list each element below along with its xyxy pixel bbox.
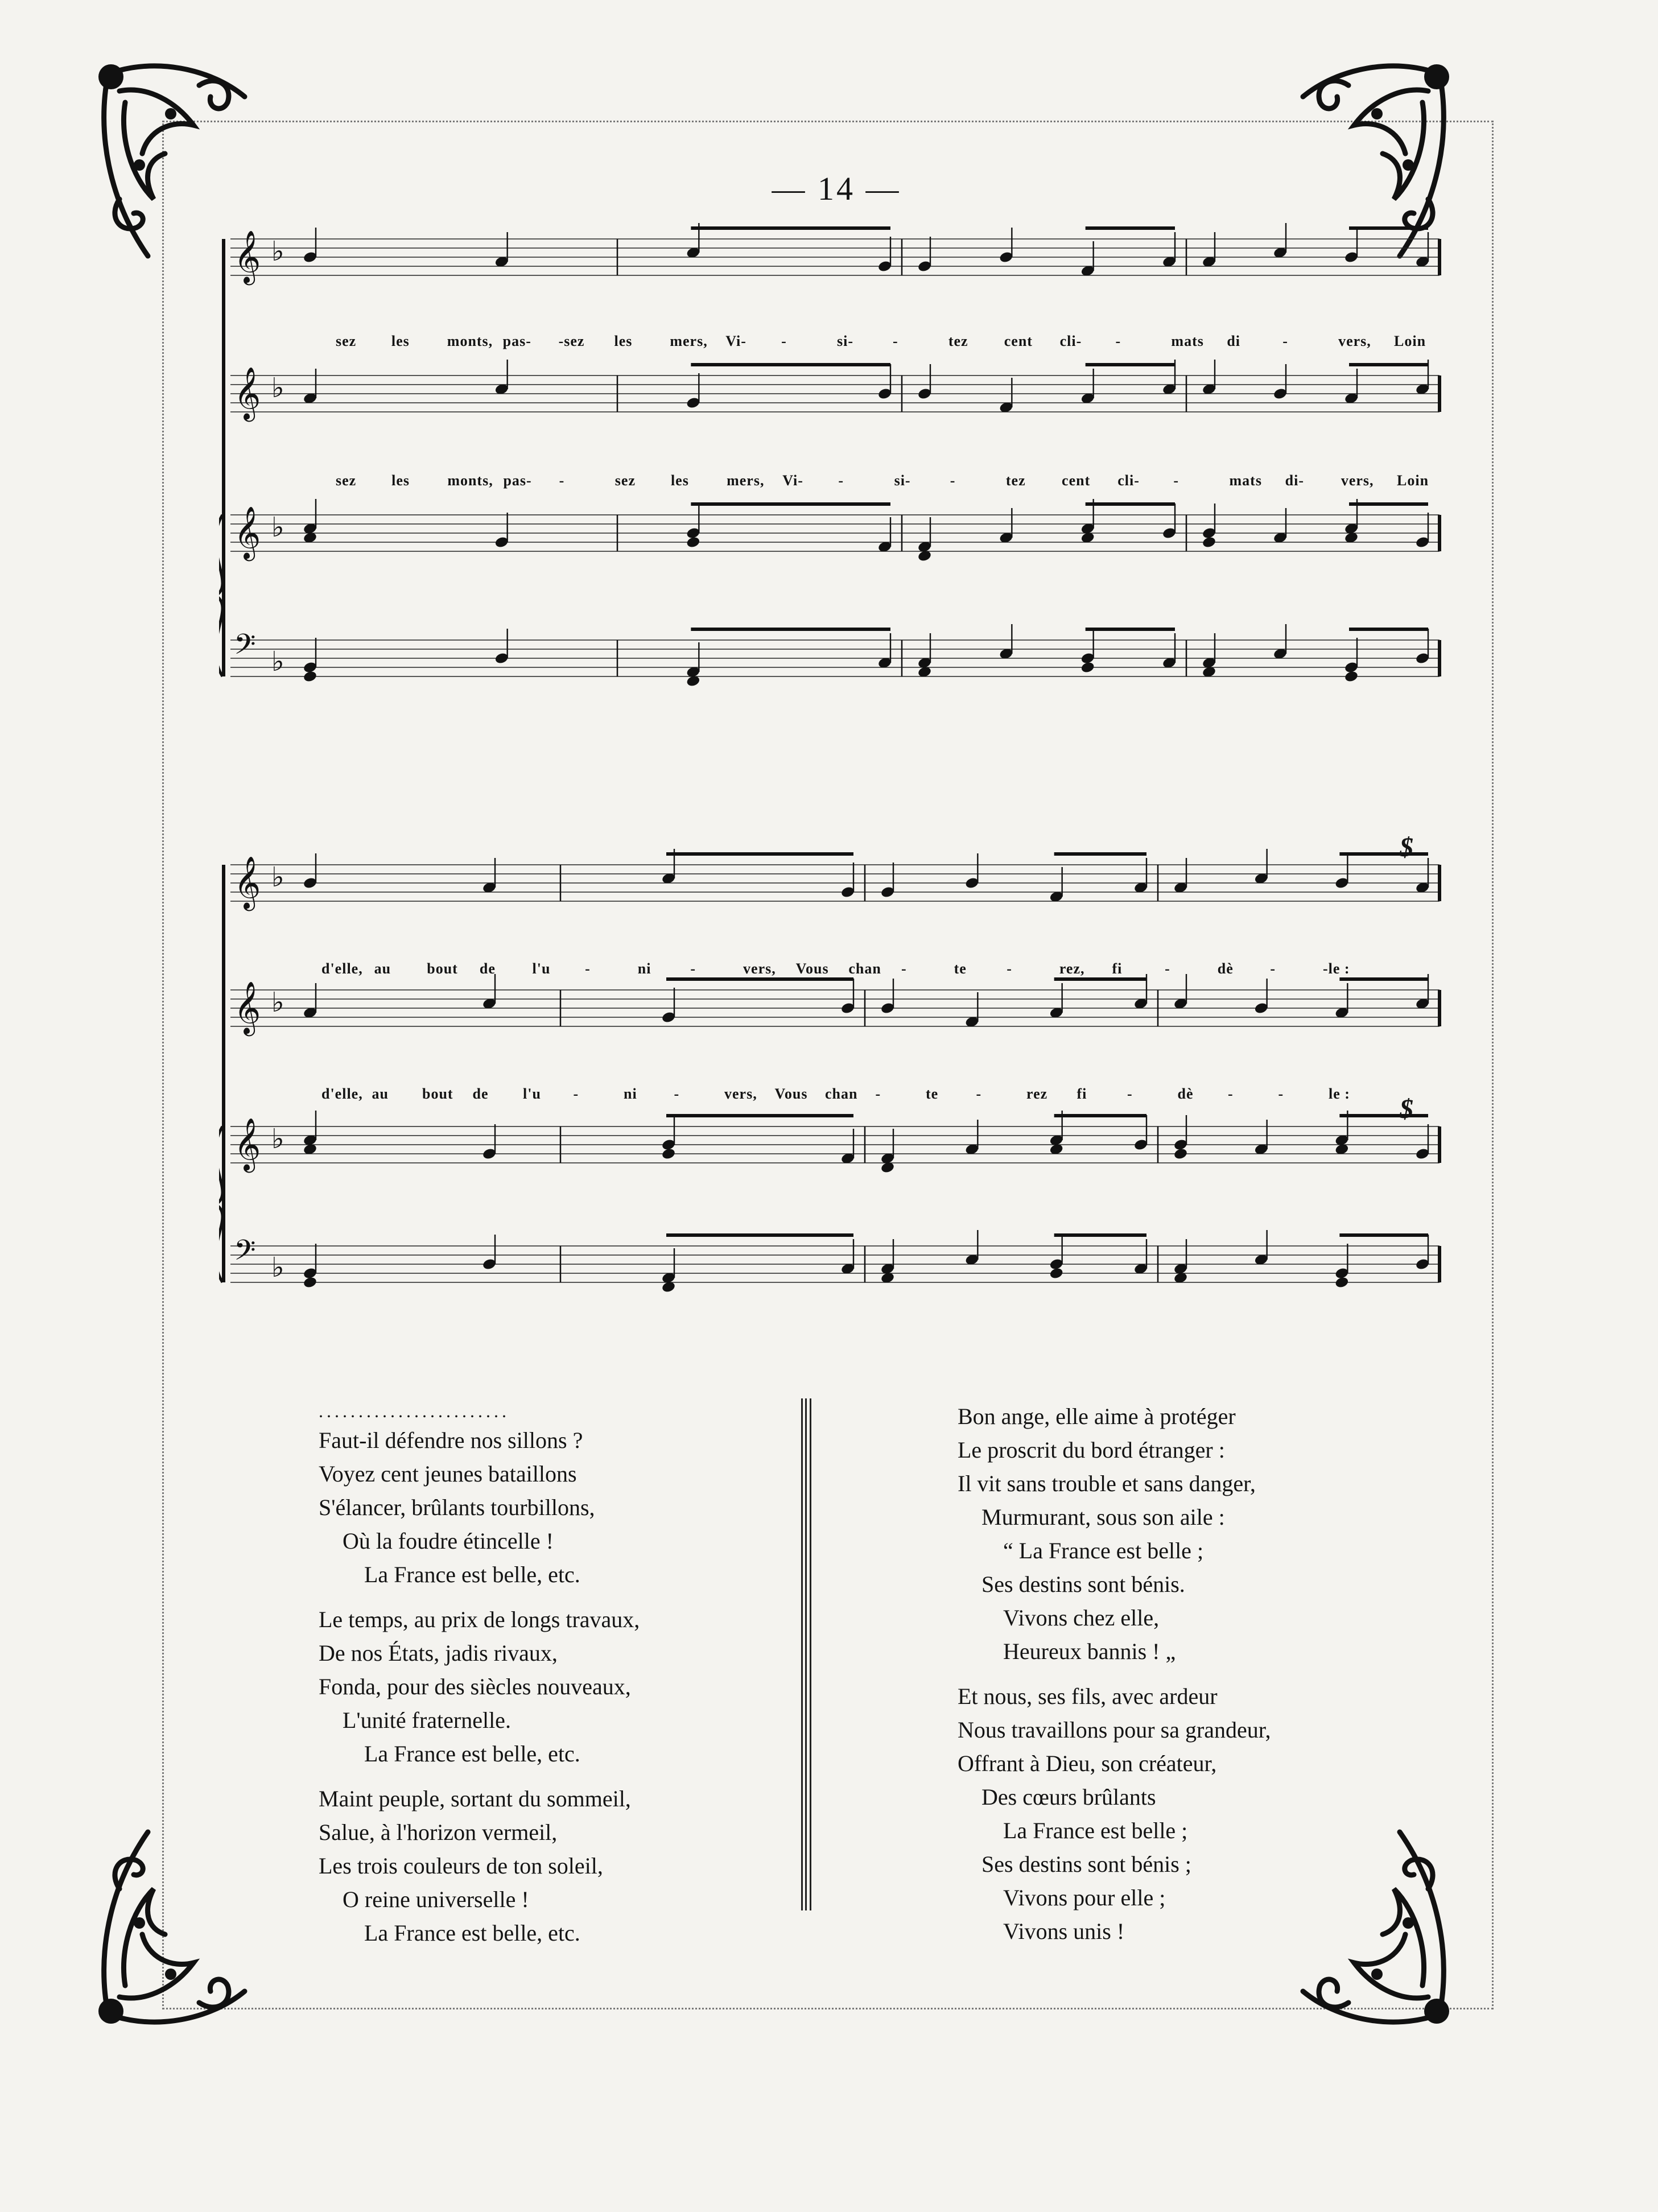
verse-line: Bon ange, elle aime à protéger — [958, 1404, 1236, 1429]
note-beam — [1086, 363, 1175, 366]
lyric-syllable: les — [391, 472, 410, 489]
lyric-syllable: Vous — [774, 1086, 808, 1102]
verse-line: La France est belle, etc. — [364, 1562, 580, 1587]
lyric-syllable: vers, — [1338, 333, 1371, 349]
note-beam — [666, 1114, 853, 1117]
lyric-syllable: di — [1227, 333, 1240, 349]
lyrics-voice-1 — [219, 333, 1448, 356]
note-beam — [1086, 628, 1175, 631]
verse-line: O reine universelle ! — [343, 1887, 529, 1912]
note-beam — [1349, 628, 1428, 631]
lyric-syllable: - — [781, 333, 787, 349]
lyric-syllable: bout — [427, 960, 458, 977]
verse-line: Il vit sans trouble et sans danger, — [958, 1471, 1256, 1496]
lyric-syllable: vers, — [724, 1086, 757, 1102]
page-number: — 14 — — [772, 170, 901, 207]
chord-notehead — [661, 1148, 676, 1161]
lyric-syllable: te — [954, 960, 967, 977]
lyric-syllable: sez — [336, 333, 357, 349]
verse-line: Le temps, au prix de longs travaux, — [319, 1607, 640, 1632]
note-beam — [691, 226, 890, 230]
lyric-syllable: ni — [624, 1086, 637, 1102]
lyric-syllable: les — [614, 333, 633, 349]
lyric-syllable: dè — [1217, 960, 1234, 977]
stanza — [958, 1679, 1413, 1948]
verse-line: L'unité fraternelle. — [343, 1707, 511, 1733]
lyric-syllable: le : — [1329, 1086, 1350, 1102]
lyric-syllable: au — [374, 960, 391, 977]
note-beam — [1349, 502, 1428, 506]
verse-line: Nous travaillons pour sa grandeur, — [958, 1717, 1271, 1743]
lyric-syllable: de — [472, 1086, 489, 1102]
note-beam — [1086, 502, 1175, 506]
lyric-syllable: Vous — [795, 960, 829, 977]
chord-notehead — [1344, 670, 1359, 683]
lyric-syllable: te — [926, 1086, 939, 1102]
lyric-syllable: - — [674, 1086, 680, 1102]
key-signature-flat: ♭ — [271, 511, 284, 543]
note-beam — [1054, 1114, 1146, 1117]
lyric-syllable: mers, — [727, 472, 765, 489]
lyric-syllable: di- — [1285, 472, 1305, 489]
lyric-syllable: fi — [1112, 960, 1123, 977]
lyric-syllable: - — [838, 472, 844, 489]
lyric-syllable: mers, — [670, 333, 708, 349]
verse-line: De nos États, jadis rivaux, — [319, 1640, 558, 1666]
lyric-syllable: Loin — [1394, 333, 1426, 349]
lyric-syllable: de — [479, 960, 496, 977]
treble-clef: 𝄞 — [234, 506, 261, 559]
lyric-syllable: - — [1282, 333, 1288, 349]
treble-clef: 𝄞 — [234, 981, 261, 1034]
lyric-syllable: les — [391, 333, 410, 349]
lyric-syllable: mats — [1171, 333, 1204, 349]
stanza — [958, 1400, 1413, 1668]
lyric-syllable: d'elle, — [321, 1086, 363, 1102]
note-beam — [666, 1233, 853, 1237]
lyric-syllable: tez — [948, 333, 968, 349]
lyric-syllable: d'elle, — [321, 960, 363, 977]
chord-notehead — [1334, 1276, 1349, 1289]
lyric-syllable: chan — [848, 960, 881, 977]
lyric-syllable: - — [573, 1086, 579, 1102]
column-divider — [801, 1398, 811, 1910]
lyric-syllable: rez — [1026, 1086, 1048, 1102]
verse-line: Voyez cent jeunes bataillons — [319, 1461, 577, 1487]
lyric-syllable: vers, — [743, 960, 776, 977]
note-beam — [1339, 852, 1428, 856]
lyric-syllable: - — [1127, 1086, 1133, 1102]
key-signature-flat: ♭ — [271, 861, 284, 893]
lyric-syllable: les — [670, 472, 689, 489]
verse-line: Vivons unis ! — [1003, 1918, 1125, 1944]
verse-line: Fonda, pour des siècles nouveaux, — [319, 1674, 631, 1699]
verse-line: Salue, à l'horizon vermeil, — [319, 1819, 558, 1845]
segno-mark-bottom: $ — [1400, 1094, 1413, 1124]
lyric-syllable: Vi- — [782, 472, 803, 489]
lyric-syllable: - — [1278, 1086, 1284, 1102]
lyric-syllable: cent — [1062, 472, 1091, 489]
chord-notehead — [1173, 1148, 1188, 1161]
verse-line: Vivons chez elle, — [1003, 1605, 1160, 1631]
music-system-2 — [219, 831, 1448, 1354]
verse-line: Le proscrit du bord étranger : — [958, 1437, 1225, 1463]
lyrics-voice-1 — [219, 960, 1448, 983]
lyric-syllable: - — [875, 1086, 881, 1102]
chord-notehead — [303, 1276, 317, 1289]
chord-notehead — [686, 536, 700, 549]
lyric-syllable: - — [892, 333, 898, 349]
lyric-syllable: Loin — [1397, 472, 1429, 489]
lyric-syllable: - — [1115, 333, 1121, 349]
chord-notehead — [1049, 1267, 1064, 1280]
note-beam — [691, 628, 890, 631]
lyric-syllable: l'u — [532, 960, 551, 977]
lyric-syllable: - — [559, 472, 565, 489]
key-signature-flat: ♭ — [271, 1123, 284, 1155]
verse-line: Des cœurs brûlants — [981, 1784, 1156, 1810]
lyric-syllable: - — [976, 1086, 982, 1102]
note-beam — [1349, 226, 1428, 230]
key-signature-flat: ♭ — [271, 987, 284, 1018]
verse-line: Maint peuple, sortant du sommeil, — [319, 1786, 631, 1811]
lyric-syllable: - — [1173, 472, 1179, 489]
lyric-syllable: pas- — [502, 333, 531, 349]
note-beam — [1054, 1233, 1146, 1237]
lyric-syllable: pas- — [503, 472, 532, 489]
lyric-syllable: - — [901, 960, 907, 977]
lyric-syllable: l'u — [523, 1086, 541, 1102]
lyric-syllable: mats — [1229, 472, 1262, 489]
verse-line: S'élancer, brûlants tourbillons, — [319, 1495, 595, 1520]
treble-clef: 𝄞 — [234, 1117, 261, 1170]
chord-notehead — [1202, 536, 1216, 549]
lyric-syllable: vers, — [1341, 472, 1374, 489]
lyric-syllable: monts, — [447, 333, 493, 349]
verse-line: La France est belle ; — [1003, 1818, 1188, 1843]
key-signature-flat: ♭ — [271, 1252, 284, 1284]
note-beam — [666, 852, 853, 856]
verse-line: Les trois couleurs de ton soleil, — [319, 1853, 603, 1879]
verse-line: Vivons pour elle ; — [1003, 1885, 1166, 1910]
stanza — [319, 1423, 774, 1591]
note-beam — [691, 502, 890, 506]
note-beam — [691, 363, 890, 366]
verses-right-column — [958, 1400, 1413, 1959]
verse-line: Et nous, ses fils, avec ardeur — [958, 1683, 1218, 1709]
note-beam — [1054, 852, 1146, 856]
lyric-syllable: sez — [614, 472, 636, 489]
lyric-syllable: - — [1165, 960, 1170, 977]
verses-left-column — [319, 1400, 774, 1961]
lyric-syllable: monts, — [447, 472, 493, 489]
lyric-syllable: bout — [422, 1086, 453, 1102]
segno-mark-top: $ — [1400, 832, 1413, 862]
bass-clef: 𝄢 — [234, 1234, 256, 1274]
lyric-syllable: si- — [837, 333, 854, 349]
verse-line: La France est belle, etc. — [364, 1920, 580, 1946]
lyric-syllable: cli- — [1117, 472, 1140, 489]
verse-line: Ses destins sont bénis. — [981, 1571, 1185, 1597]
lyric-syllable: si- — [894, 472, 911, 489]
verse-line: Faut-il défendre nos sillons ? — [319, 1427, 583, 1453]
lyric-syllable: - — [1270, 960, 1276, 977]
lyric-syllable: -sez — [558, 333, 585, 349]
lyric-syllable: fi — [1077, 1086, 1087, 1102]
ellipsis-dots: ........................ — [319, 1401, 510, 1421]
key-signature-flat: ♭ — [271, 372, 284, 404]
stanza — [319, 1603, 774, 1771]
lyric-syllable: au — [372, 1086, 389, 1102]
lyric-syllable: cli- — [1059, 333, 1082, 349]
lyric-syllable: - — [1228, 1086, 1234, 1102]
lyric-syllable: - — [585, 960, 591, 977]
verse-line: Murmurant, sous son aile : — [981, 1504, 1225, 1530]
note-beam — [1086, 226, 1175, 230]
treble-clef: 𝄞 — [234, 366, 261, 419]
note-beam — [1339, 1233, 1428, 1237]
verse-line: Où la foudre étincelle ! — [343, 1528, 554, 1554]
chord-notehead — [303, 670, 317, 683]
verse-line: Ses destins sont bénis ; — [981, 1851, 1191, 1877]
treble-clef: 𝄞 — [234, 230, 261, 283]
verse-line: “ La France est belle ; — [1003, 1538, 1204, 1563]
lyric-syllable: -le : — [1323, 960, 1350, 977]
chord-notehead — [1080, 661, 1095, 674]
verse-line: Offrant à Dieu, son créateur, — [958, 1751, 1217, 1776]
stanza — [319, 1782, 774, 1950]
lyric-syllable: - — [950, 472, 956, 489]
key-signature-flat: ♭ — [271, 646, 284, 678]
key-signature-flat: ♭ — [271, 236, 284, 267]
lyric-syllable: chan — [825, 1086, 858, 1102]
note-beam — [1349, 363, 1428, 366]
lyric-syllable: - — [1007, 960, 1012, 977]
lyric-syllable: tez — [1005, 472, 1026, 489]
music-system-1 — [219, 222, 1448, 734]
ornament-corner-bottom-left — [85, 1815, 256, 2037]
verse-line: La France est belle, etc. — [364, 1741, 580, 1767]
lyrics-voice-2 — [219, 472, 1448, 495]
bass-clef: 𝄢 — [234, 628, 256, 668]
lyric-syllable: ni — [637, 960, 651, 977]
lyric-syllable: cent — [1004, 333, 1033, 349]
lyrics-voice-2 — [219, 1086, 1448, 1108]
lyric-syllable: sez — [336, 472, 357, 489]
lyric-syllable: - — [690, 960, 696, 977]
note-beam — [1339, 1114, 1428, 1117]
lyric-syllable: dè — [1177, 1086, 1194, 1102]
lyric-syllable: Vi- — [725, 333, 746, 349]
lyric-syllable: rez, — [1059, 960, 1085, 977]
treble-clef: 𝄞 — [234, 856, 261, 909]
verse-line: Heureux bannis ! „ — [1003, 1639, 1176, 1664]
